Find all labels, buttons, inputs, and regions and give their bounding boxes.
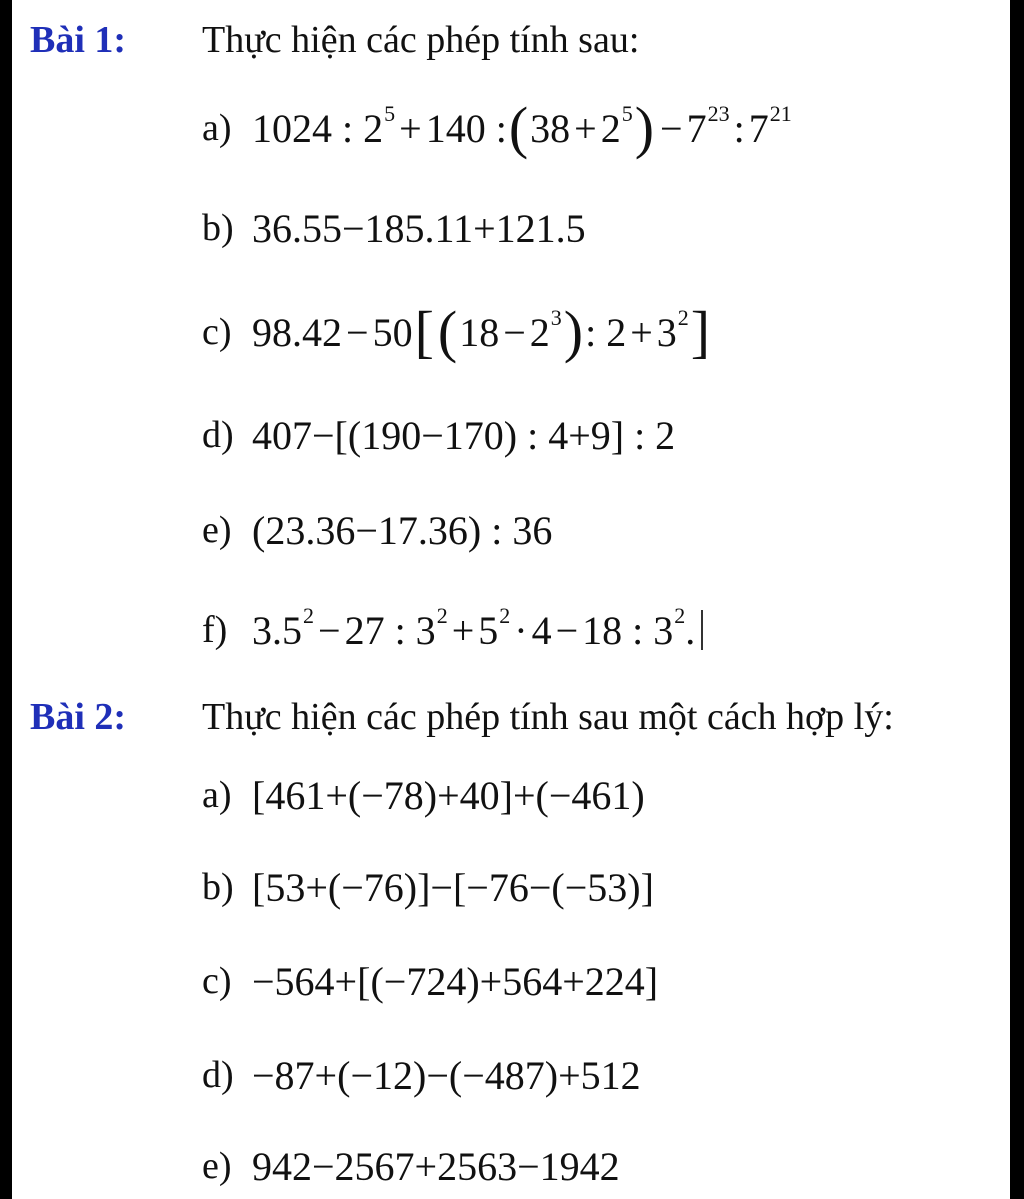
exercise-1-item-e (202, 500, 552, 560)
exercise-2-item-e (202, 1136, 620, 1196)
math-expression: [461+(−78)+40]+(−461) (252, 772, 645, 818)
item-label: e) (202, 1145, 232, 1187)
exercise-1-title: Bài 1: (30, 19, 127, 61)
item-label: b) (202, 207, 234, 249)
math-expression: [53+(−76)]−[−76−(−53)] (252, 864, 654, 910)
math-expression: 98.42 − 50 [ ( 18 − 2 $^3$ ) : 2 + 3 $^2$ ] (252, 299, 711, 364)
exercise-1-item-d (202, 405, 675, 465)
text-cursor (701, 610, 703, 650)
item-label: c) (202, 311, 232, 353)
math-expression: (23.36−17.36) : 36 (252, 507, 553, 553)
item-label: c) (202, 960, 232, 1002)
exercise-2-item-a (202, 765, 645, 825)
item-label: b) (202, 866, 234, 908)
exercise-1-item-c (202, 299, 712, 364)
math-expression: 3.5 $^2$ − 27 : 3 $^2$ + 5 $^2$ · 4 − 18 : 3 $^2$ . (252, 607, 703, 654)
exercise-2-item-c (202, 951, 658, 1011)
item-label: d) (202, 414, 234, 456)
exercise-2-instruction: Thực hiện các phép tính sau một cách hợp lý: (202, 696, 894, 738)
math-expression: 407−[(190−170) : 4+9] : 2 (252, 412, 676, 458)
exercise-2-item-b (202, 857, 654, 917)
item-label: d) (202, 1054, 234, 1096)
math-expression: 942−2567+2563−1942 (252, 1143, 620, 1189)
exercise-2-item-d (202, 1045, 641, 1105)
exercise-1-item-f (202, 600, 703, 660)
exercise-1-instruction: Thực hiện các phép tính sau: (202, 19, 640, 61)
exercise-1-item-b (202, 198, 586, 258)
item-label: f) (202, 609, 228, 651)
worksheet-page (12, 0, 1010, 1199)
math-expression: −87+(−12)−(−487)+512 (252, 1052, 641, 1098)
math-expression: −564+[(−724)+564+224] (252, 958, 659, 1004)
math-expression: 1024 : 2 $^5$ + 140 : ( 38 + 2 $^5$ ) − 7 $^{23}$ : 7 $^{21}$ (252, 95, 792, 160)
exercise-2-title: Bài 2: (30, 696, 127, 738)
item-label: a) (202, 107, 232, 149)
math-expression: 36.55−185.11+121.5 (252, 205, 586, 251)
item-label: a) (202, 774, 232, 816)
exercise-1-item-a (202, 95, 792, 160)
item-label: e) (202, 509, 232, 551)
